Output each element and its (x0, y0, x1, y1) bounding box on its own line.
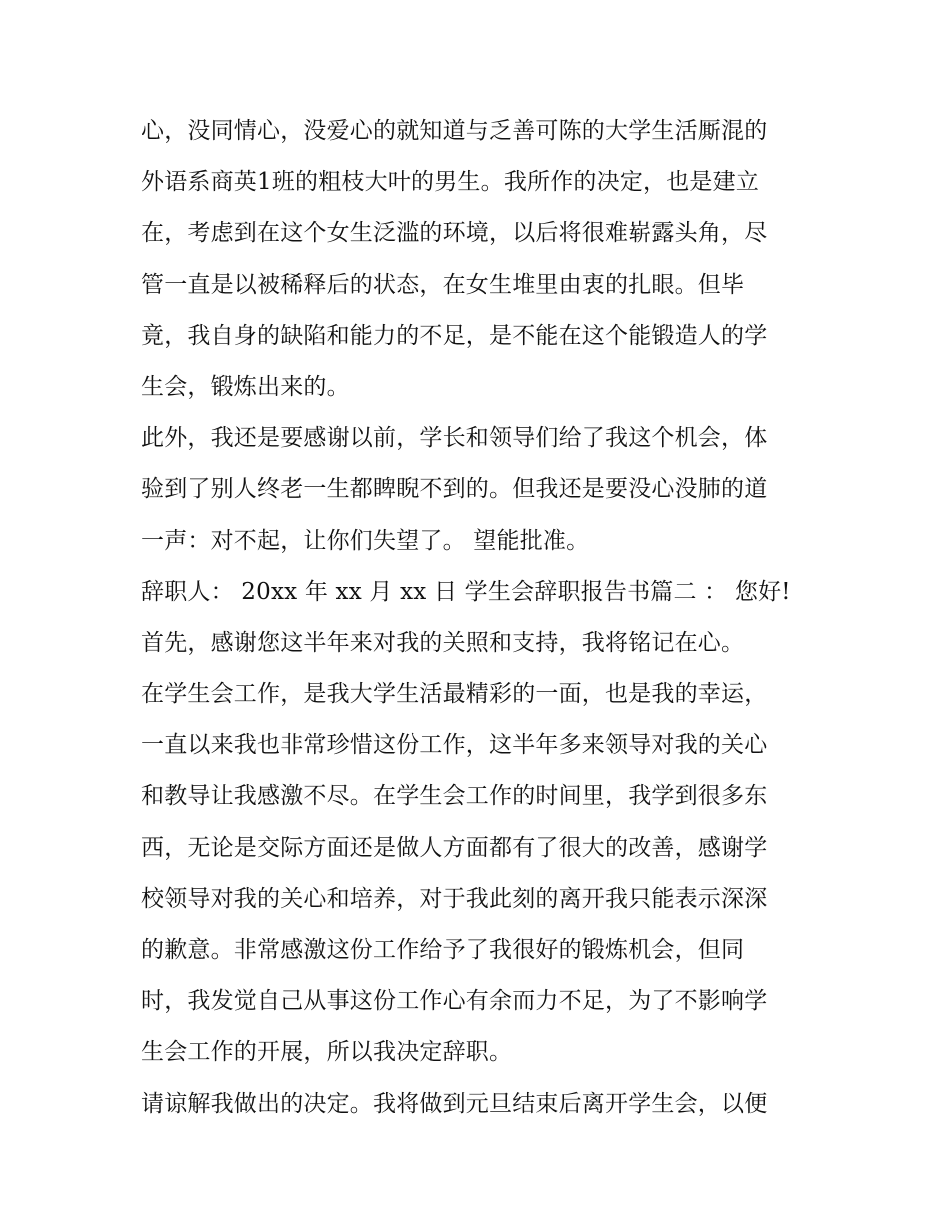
text-line: 竟，我自身的缺陷和能力的不足，是不能在这个能锻造人的学 (141, 322, 768, 349)
text-line: 的歉意。非常感激这份工作给予了我很好的锻炼机会，但同 (141, 937, 745, 963)
text-line: 请谅解我做出的决定。我将做到元旦结束后离开学生会，以便 (141, 1090, 768, 1117)
text-line: 辞职人： 20xx 年 xx 月 xx 日 学生会辞职报告书篇二 ： 您好! (141, 578, 791, 605)
text-line: 时，我发觉自己从事这份工作心有余而力不足，为了不影响学 (141, 988, 768, 1015)
text-line: 心，没同情心，没爱心的就知道与乏善可陈的大学生活厮混的 (141, 118, 768, 144)
text-line: 在学生会工作，是我大学生活最精彩的一面，也是我的幸运， (141, 681, 768, 708)
text-line: 此外，我还是要感谢以前，学长和领导们给了我这个机会，体 (141, 425, 768, 452)
text-line: 在，考虑到在这个女生泛滥的环境，以后将很难崭露头角，尽 (141, 220, 768, 247)
text-line: 管一直是以被稀释后的状态，在女生堆里由衷的扎眼。但毕 (141, 271, 745, 298)
text-line: 一直以来我也非常珍惜这份工作，这半年多来领导对我的关心 (141, 732, 768, 759)
text-line: 校领导对我的关心和培养，对于我此刻的离开我只能表示深深 (141, 885, 768, 912)
text-line: 一声：对不起，让你们失望了。 望能批准。 (141, 527, 590, 554)
text-line: 西，无论是交际方面还是做人方面都有了很大的改善，感谢学 (141, 834, 768, 861)
text-line: 首先，感谢您这半年来对我的关照和支持，我将铭记在心。 (141, 629, 745, 656)
text-line: 生会工作的开展，所以我决定辞职。 (141, 1039, 513, 1066)
text-line: 验到了别人终老一生都睥睨不到的。但我还是要没心没肺的道 (141, 476, 768, 503)
document-body (141, 106, 813, 1130)
text-line: 和教导让我感激不尽。在学生会工作的时间里，我学到很多东 (141, 783, 768, 810)
text-line: 生会，锻炼出来的。 (141, 373, 350, 400)
text-line: 外语系商英1班的粗枝大叶的男生。我所作的决定，也是建立 (141, 169, 760, 196)
